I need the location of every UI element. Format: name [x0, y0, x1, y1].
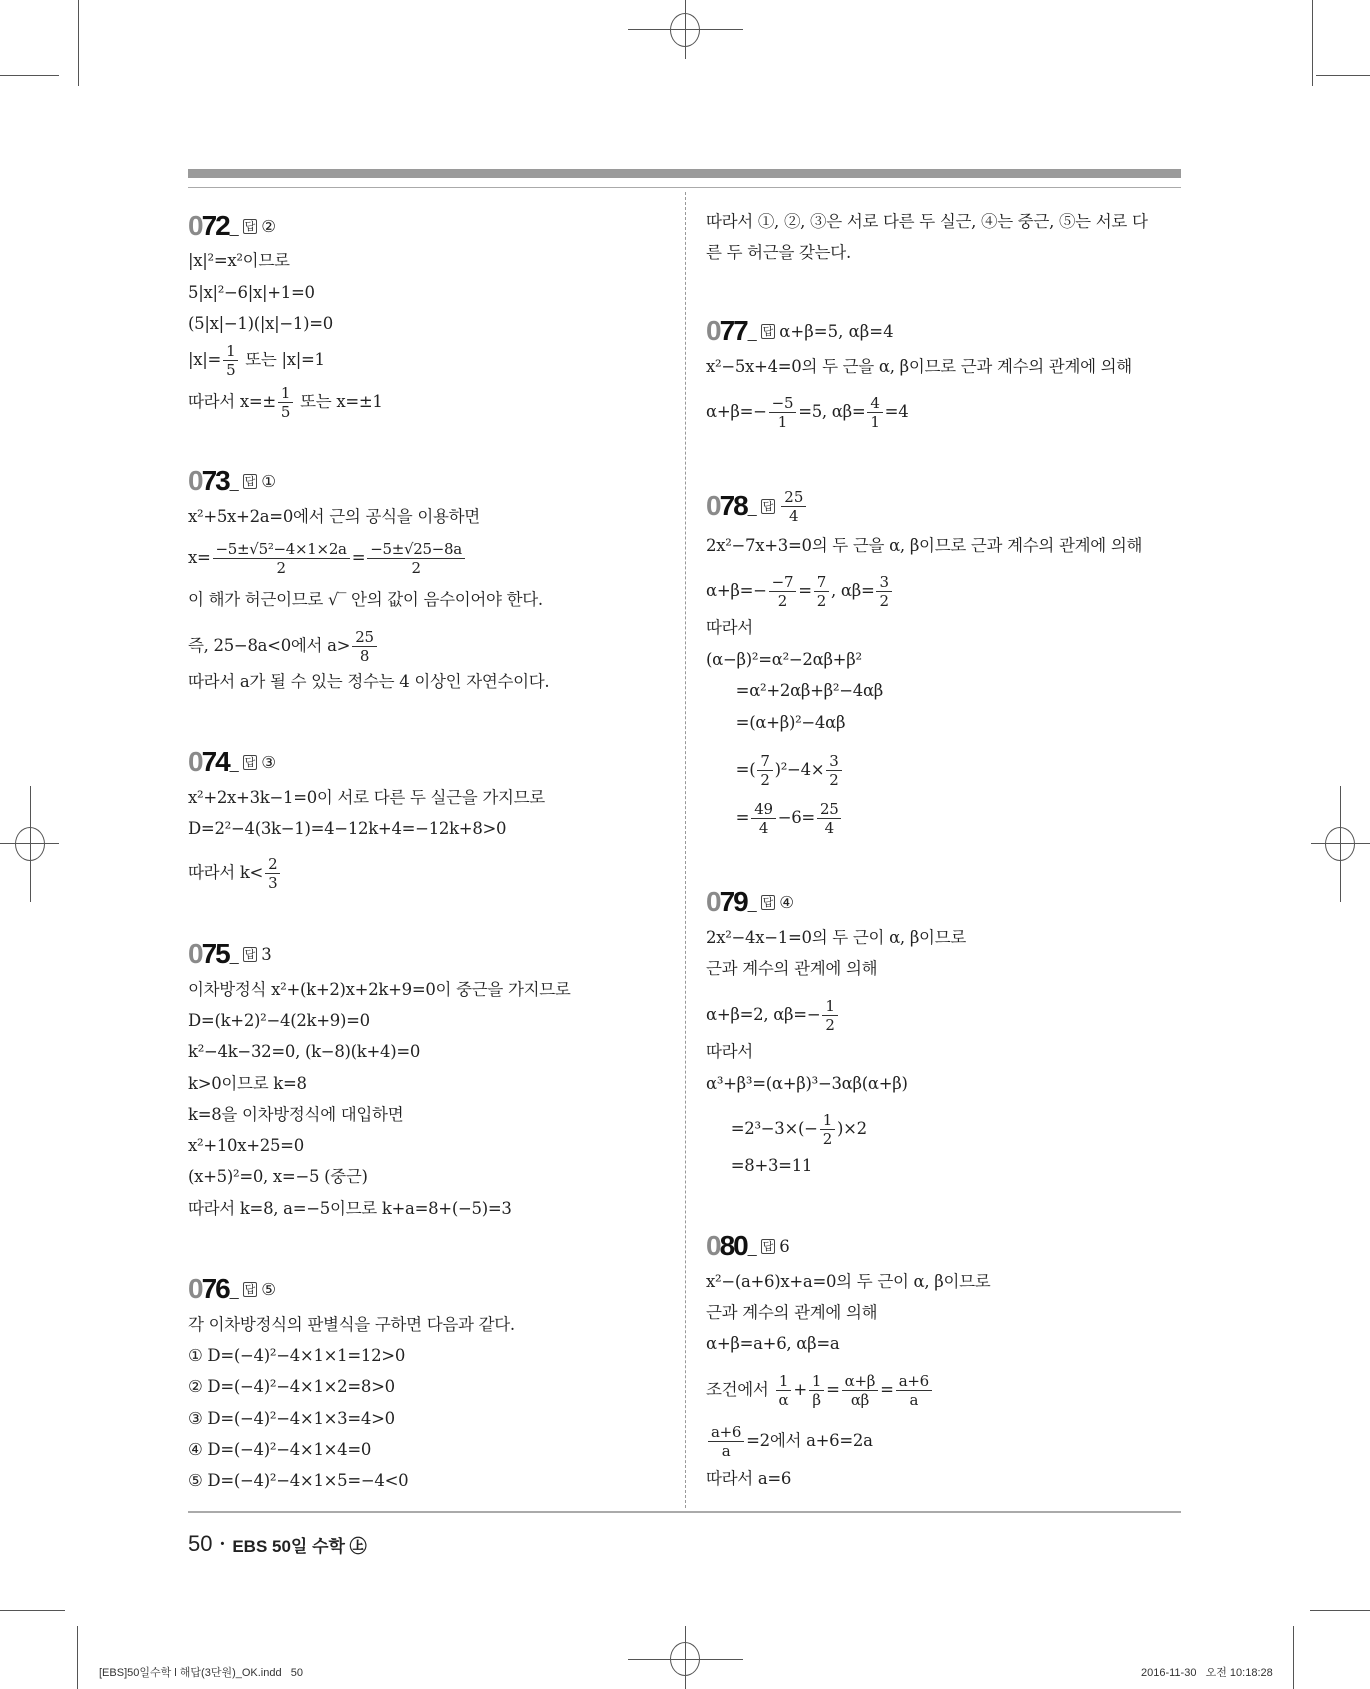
- registration-circle: [670, 1642, 700, 1676]
- answer-badge-icon: 답: [244, 474, 256, 488]
- math-text: =: [351, 548, 366, 567]
- problem-heading: [188, 936, 272, 972]
- fraction-numerator: a+6: [708, 1423, 744, 1442]
- solution-line: [706, 1037, 753, 1067]
- math-text: ② D=(−4)²−4×1×2=8>0: [188, 1377, 395, 1396]
- header-bar: [188, 169, 1181, 178]
- math-text: )×2: [836, 1119, 867, 1138]
- math-text: 이차방정식 x²+(k+2)x+2k+9=0이 중근을 가지므로: [188, 980, 571, 999]
- fraction-numerator: −5±√25−8a: [367, 540, 465, 559]
- solution-line: [706, 800, 843, 837]
- solution-line: [188, 1194, 512, 1224]
- problem-number-lead: 0: [706, 886, 720, 917]
- fraction: [820, 1111, 835, 1148]
- problem-heading: [706, 1228, 790, 1264]
- math-text: ⑤ D=(−4)²−4×1×5=−4<0: [188, 1471, 409, 1490]
- math-text: k=8을 이차방정식에 대입하면: [188, 1105, 404, 1124]
- solution-line: [706, 923, 966, 953]
- math-text: |x|=: [188, 350, 222, 369]
- fraction: [213, 540, 350, 577]
- crop-mark: [1312, 0, 1313, 86]
- fraction-denominator: 4: [824, 819, 834, 837]
- underscore: _: [229, 948, 239, 965]
- fraction-denominator: αβ: [850, 1391, 870, 1409]
- math-text: =: [826, 1380, 840, 1399]
- solution-line: [188, 246, 290, 276]
- fraction-denominator: 1: [870, 413, 880, 431]
- math-text: ②: [261, 216, 277, 236]
- fraction-denominator: 5: [280, 403, 291, 421]
- fraction-numerator: −5: [769, 394, 797, 413]
- fraction-numerator: 7: [757, 752, 772, 771]
- solution-line: [706, 708, 845, 738]
- fraction-denominator: a: [909, 1391, 919, 1409]
- crop-mark: [77, 1626, 78, 1689]
- math-text: 조건에서: [706, 1380, 774, 1399]
- math-text: 3: [261, 944, 272, 964]
- problem-number: [188, 465, 229, 497]
- answer-badge-icon: 답: [244, 219, 256, 233]
- crop-mark: [0, 1610, 65, 1611]
- fraction-denominator: 5: [226, 361, 236, 379]
- fraction-numerator: −7: [769, 573, 797, 592]
- math-text: D=(k+2)²−4(2k+9)=0: [188, 1011, 370, 1030]
- underscore: _: [747, 1240, 757, 1257]
- problem-number-lead: 0: [188, 938, 202, 969]
- problem-number: [706, 1230, 747, 1262]
- fraction: [809, 1372, 824, 1409]
- problem-number-rest: 78: [719, 490, 747, 521]
- fraction: [896, 1372, 932, 1409]
- answer-value: [779, 893, 794, 912]
- math-text: (α−β)²=α²−2αβ+β²: [706, 650, 862, 669]
- math-text: α+β=−: [706, 402, 767, 421]
- fraction: [352, 628, 377, 665]
- fraction: [769, 394, 797, 431]
- answer-badge-icon: 답: [762, 1239, 774, 1253]
- math-text: k²−4k−32=0, (k−8)(k+4)=0: [188, 1042, 421, 1061]
- fraction: [867, 394, 882, 431]
- math-text: ①: [261, 471, 277, 491]
- solution-line: [706, 394, 908, 431]
- math-text: =2³−3×(−: [706, 1119, 818, 1138]
- fraction: [842, 1372, 878, 1409]
- fraction-denominator: α: [778, 1391, 789, 1409]
- underscore: _: [747, 896, 757, 913]
- registration-circle: [1325, 827, 1355, 861]
- math-text: 따라서 k=8, a=−5이므로 k+a=8+(−5)=3: [188, 1199, 512, 1218]
- math-text: )²−4×: [774, 760, 825, 779]
- underscore: _: [747, 325, 757, 342]
- math-text: x²+2x+3k−1=0이 서로 다른 두 실근을 가지므로: [188, 788, 545, 807]
- fraction-numerator: 1: [822, 997, 837, 1016]
- problem-number-rest: 74: [201, 746, 229, 777]
- math-text: α+β=a+6, αβ=a: [706, 1334, 840, 1353]
- problem-number-lead: 0: [706, 315, 720, 346]
- math-text: =4: [884, 402, 909, 421]
- fraction-numerator: 1: [776, 1372, 791, 1391]
- fraction: [278, 384, 293, 421]
- problem-number-lead: 0: [706, 490, 720, 521]
- problem-number-lead: 0: [188, 746, 202, 777]
- crop-mark: [1310, 1610, 1370, 1611]
- solution-line: [188, 1037, 420, 1067]
- fraction-denominator: 4: [789, 506, 799, 525]
- fraction-denominator: 2: [276, 559, 286, 577]
- fraction-denominator: 2: [822, 1130, 832, 1148]
- solution-line: [706, 1372, 934, 1409]
- footer-bullet: •: [220, 1538, 225, 1550]
- solution-line: [706, 531, 1142, 561]
- problem-heading: [706, 884, 794, 920]
- fraction: [265, 855, 280, 892]
- fraction: [826, 752, 841, 789]
- math-text: 른 두 허근을 갖는다.: [706, 243, 851, 262]
- math-text: 따라서: [706, 1042, 753, 1061]
- slug-filename: [EBS]50일수학 l 해답(3단원)_OK.indd 50: [99, 1667, 304, 1679]
- math-text: , αβ=: [830, 581, 875, 600]
- problem-number-rest: 77: [719, 315, 747, 346]
- math-text: α³+β³=(α+β)³−3αβ(α+β): [706, 1074, 908, 1093]
- solution-line: [188, 1131, 304, 1161]
- crop-mark: [1316, 75, 1370, 76]
- solution-line: [188, 667, 549, 697]
- solution-line: [188, 628, 379, 665]
- answer-value: [261, 217, 276, 236]
- problem-number-lead: 0: [188, 210, 202, 241]
- math-text: −6=: [777, 808, 815, 827]
- math-text: ③: [261, 752, 277, 772]
- solution-line: [188, 975, 571, 1005]
- problem-heading: [706, 313, 894, 349]
- solution-line: [706, 1329, 839, 1359]
- fraction-denominator: 8: [359, 647, 370, 665]
- fraction-numerator: 25: [352, 628, 377, 647]
- fraction-numerator: 4: [867, 394, 882, 413]
- underscore: _: [747, 500, 757, 517]
- fraction-numerator: 2: [265, 855, 280, 874]
- text-line: [706, 238, 851, 268]
- fraction-denominator: 3: [268, 874, 278, 892]
- solution-line: [706, 676, 883, 706]
- solution-line: [706, 752, 844, 789]
- answer-value: [261, 1280, 276, 1299]
- fraction-denominator: 2: [760, 771, 770, 789]
- solution-line: [188, 1100, 403, 1130]
- problem-number: [706, 886, 747, 918]
- problem-number-rest: 75: [201, 938, 229, 969]
- solution-line: [188, 1310, 515, 1340]
- math-text: x²−(a+6)x+a=0의 두 근이 α, β이므로: [706, 1272, 991, 1291]
- solution-line: [188, 1341, 405, 1371]
- math-text: 근과 계수의 관계에 의해: [706, 1303, 878, 1322]
- problem-number-lead: 0: [188, 465, 202, 496]
- problem-number-rest: 79: [719, 886, 747, 917]
- math-text: =8+3=11: [706, 1156, 813, 1175]
- solution-line: [706, 573, 894, 610]
- math-text: ④: [779, 892, 795, 912]
- answer-value: [779, 322, 893, 341]
- fraction-numerator: −5±√5²−4×1×2a: [213, 540, 350, 559]
- math-text: (5|x|−1)(|x|−1)=0: [188, 314, 333, 333]
- slug-timestamp: 2016-11-30 오전 10:18:28: [1141, 1667, 1273, 1679]
- problem-number: [188, 938, 229, 970]
- page-footer: [188, 1531, 367, 1557]
- math-text: 이 해가 허근이므로 √‾ 안의 값이 음수이어야 한다.: [188, 590, 543, 609]
- answer-badge-icon: 답: [244, 1282, 256, 1296]
- registration-circle: [670, 13, 700, 47]
- math-text: 따라서 a=6: [706, 1469, 792, 1488]
- solution-line: [188, 1006, 370, 1036]
- fraction-denominator: 4: [758, 819, 769, 837]
- fraction: [708, 1423, 744, 1460]
- page-number: 50: [188, 1531, 213, 1556]
- solution-line: [188, 1069, 307, 1099]
- math-text: 2x²−7x+3=0의 두 근을 α, β이므로 근과 계수의 관계에 의해: [706, 536, 1143, 555]
- answer-badge-icon: 답: [762, 499, 774, 513]
- solution-line: [188, 1162, 368, 1192]
- fraction-numerator: α+β: [842, 1372, 878, 1391]
- math-text: =(α+β)²−4αβ: [706, 713, 846, 732]
- fraction-denominator: 2: [816, 592, 826, 610]
- solution-line: [706, 1464, 791, 1494]
- math-text: 따라서 x=±: [188, 392, 276, 411]
- math-text: 근과 계수의 관계에 의해: [706, 959, 878, 978]
- fraction-denominator: 2: [829, 771, 839, 789]
- problem-heading: [188, 744, 276, 780]
- crop-mark: [1293, 1626, 1294, 1689]
- solution-line: [706, 1151, 812, 1181]
- fraction: [814, 573, 829, 610]
- math-text: |x|²=x²이므로: [188, 251, 290, 270]
- math-text: =5, αβ=: [798, 402, 866, 421]
- answer-badge-icon: 답: [244, 947, 256, 961]
- problem-number: [706, 490, 747, 522]
- math-text: =: [798, 581, 812, 600]
- solution-line: [188, 342, 325, 379]
- answer-value: [261, 753, 276, 772]
- column-divider: [685, 192, 686, 1508]
- underscore: _: [229, 1283, 239, 1300]
- crop-mark: [78, 0, 79, 86]
- solution-line: [706, 1298, 877, 1328]
- fraction-denominator: 2: [777, 592, 788, 610]
- problem-number-rest: 72: [201, 210, 229, 241]
- fraction-numerator: 1: [278, 384, 293, 403]
- footer-rule: [188, 1511, 1181, 1513]
- fraction-numerator: 3: [876, 573, 891, 592]
- math-text: (x+5)²=0, x=−5 (중근): [188, 1167, 368, 1186]
- fraction: [769, 573, 797, 610]
- math-text: 6: [779, 1236, 790, 1256]
- math-text: 따라서 a가 될 수 있는 정수는 4 이상인 자연수이다.: [188, 672, 550, 691]
- solution-line: [706, 1069, 908, 1099]
- math-text: 또는 |x|=1: [240, 350, 325, 369]
- header-rule: [188, 187, 1181, 188]
- math-text: α+β=5, αβ=4: [779, 321, 894, 341]
- math-text: =: [880, 1380, 894, 1399]
- math-text: D=2²−4(3k−1)=4−12k+4=−12k+8>0: [188, 819, 507, 838]
- solution-line: [706, 613, 753, 643]
- solution-line: [188, 1466, 408, 1496]
- solution-line: [188, 1404, 395, 1434]
- problem-heading: [706, 488, 808, 524]
- solution-line: [188, 384, 383, 421]
- math-text: 2x²−4x−1=0의 두 근이 α, β이므로: [706, 928, 966, 947]
- math-text: x=: [188, 548, 211, 567]
- solution-line: [188, 502, 480, 532]
- math-text: k>0이므로 k=8: [188, 1074, 307, 1093]
- solution-line: [188, 1435, 371, 1465]
- fraction: [751, 800, 776, 837]
- math-text: ① D=(−4)²−4×1×1=12>0: [188, 1346, 406, 1365]
- math-text: x²−5x+4=0의 두 근을 α, β이므로 근과 계수의 관계에 의해: [706, 357, 1132, 376]
- math-text: =2에서 a+6=2a: [746, 1431, 873, 1450]
- solution-line: [706, 954, 877, 984]
- problem-number-rest: 76: [201, 1273, 229, 1304]
- fraction: [822, 997, 837, 1034]
- text-line: [706, 207, 1148, 237]
- fraction-denominator: 2: [825, 1016, 835, 1034]
- math-text: 또는 x=±1: [295, 392, 383, 411]
- registration-circle: [15, 827, 45, 861]
- solution-line: [706, 997, 840, 1034]
- fraction-numerator: 3: [826, 752, 841, 771]
- fraction: [776, 1372, 792, 1409]
- math-text: 5|x|²−6|x|+1=0: [188, 283, 315, 302]
- math-text: 따라서 ①, ②, ③은 서로 다른 두 실근, ④는 중근, ⑤는 서로 다: [706, 212, 1148, 231]
- problem-number: [188, 1273, 229, 1305]
- fraction-denominator: 1: [777, 413, 788, 431]
- problem-number-lead: 0: [706, 1230, 720, 1261]
- answer-badge-icon: 답: [762, 324, 774, 338]
- math-text: ⑤: [261, 1279, 277, 1299]
- fraction-numerator: a+6: [896, 1372, 932, 1391]
- underscore: _: [229, 756, 239, 773]
- problem-heading: [188, 208, 276, 244]
- math-text: ④ D=(−4)²−4×1×4=0: [188, 1440, 372, 1459]
- fraction-denominator: a: [721, 1442, 731, 1460]
- math-text: =: [706, 808, 750, 827]
- fraction: [757, 752, 772, 789]
- answer-value: [779, 1237, 790, 1256]
- problem-number-lead: 0: [188, 1273, 202, 1304]
- fraction-numerator: 7: [814, 573, 829, 592]
- underscore: _: [229, 475, 239, 492]
- fraction-numerator: 25: [781, 488, 806, 507]
- solution-line: [188, 855, 282, 892]
- math-text: 즉, 25−8a<0에서 a>: [188, 636, 351, 655]
- problem-number-rest: 80: [719, 1230, 747, 1261]
- math-text: =α²+2αβ+β²−4αβ: [706, 681, 884, 700]
- math-text: ③ D=(−4)²−4×1×3=4>0: [188, 1409, 395, 1428]
- fraction-numerator: 1: [809, 1372, 824, 1391]
- solution-line: [188, 783, 545, 813]
- math-text: 따라서 k<: [188, 863, 264, 882]
- fraction: [781, 488, 806, 525]
- answer-badge-icon: 답: [762, 895, 774, 909]
- problem-heading: [188, 463, 276, 499]
- fraction-denominator: 2: [411, 559, 421, 577]
- math-text: α+β=−: [706, 581, 767, 600]
- math-text: x²+5x+2a=0에서 근의 공식을 이용하면: [188, 507, 480, 526]
- fraction-denominator: β: [812, 1391, 821, 1409]
- problem-number-rest: 73: [201, 465, 229, 496]
- fraction: [223, 342, 238, 379]
- fraction: [367, 540, 465, 577]
- fraction-denominator: 2: [879, 592, 889, 610]
- problem-number: [706, 315, 747, 347]
- solution-line: [188, 585, 543, 615]
- problem-number: [188, 210, 229, 242]
- fraction-numerator: 49: [751, 800, 776, 819]
- solution-line: [188, 1372, 395, 1402]
- answer-value: [261, 945, 272, 964]
- math-text: 따라서: [706, 618, 753, 637]
- math-text: x²+10x+25=0: [188, 1136, 304, 1155]
- solution-line: [706, 645, 862, 675]
- solution-line: [188, 540, 467, 577]
- solution-line: [188, 814, 506, 844]
- math-text: α+β=2, αβ=−: [706, 1005, 821, 1024]
- solution-line: [188, 309, 333, 339]
- fraction-numerator: 1: [820, 1111, 835, 1130]
- crop-mark: [0, 75, 59, 76]
- underscore: _: [229, 220, 239, 237]
- solution-line: [706, 352, 1132, 382]
- math-text: =(: [706, 760, 756, 779]
- answer-badge-icon: 답: [244, 755, 256, 769]
- problem-heading: [188, 1271, 276, 1307]
- answer-value: [779, 488, 808, 525]
- math-text: 각 이차방정식의 판별식을 구하면 다음과 같다.: [188, 1315, 515, 1334]
- solution-line: [706, 1267, 990, 1297]
- solution-line: [706, 1111, 867, 1148]
- book-title: EBS 50일 수학 ㊤: [232, 1536, 367, 1556]
- answer-value: [261, 472, 276, 491]
- fraction-numerator: 1: [223, 342, 238, 361]
- solution-line: [188, 278, 315, 308]
- solution-line: [706, 1423, 873, 1460]
- problem-number: [188, 746, 229, 778]
- fraction: [876, 573, 891, 610]
- fraction-numerator: 25: [817, 800, 842, 819]
- math-text: +: [793, 1380, 807, 1399]
- fraction: [817, 800, 842, 837]
